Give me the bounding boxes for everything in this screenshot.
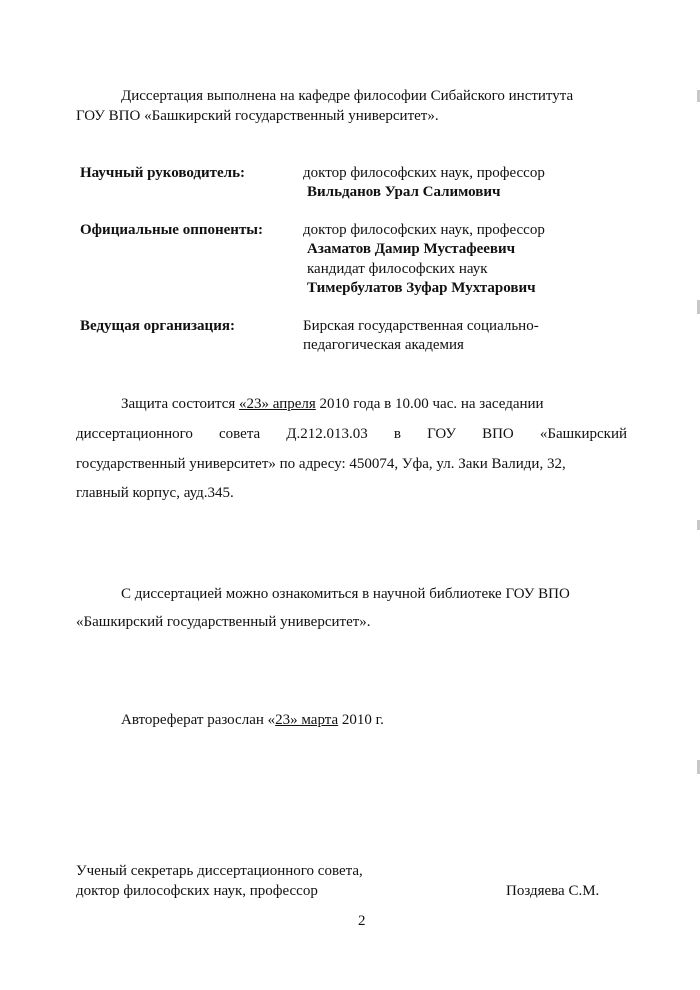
intro-line-1: Диссертация выполнена на кафедре философии Сибайского института bbox=[121, 88, 574, 104]
opponents-label: Официальные оппоненты: bbox=[80, 222, 264, 238]
opponent-1-name: Азаматов Дамир Мустафеевич bbox=[307, 241, 516, 257]
defense-line-4: главный корпус, ауд.345. bbox=[76, 485, 234, 501]
secretary-line-1: Ученый секретарь диссертационного совета, bbox=[76, 863, 363, 879]
lead-org-line-1: Бирская государственная социально- bbox=[303, 318, 539, 334]
defense-line-1 bbox=[121, 394, 544, 414]
sent-date: 23» марта bbox=[275, 712, 339, 728]
defense-text-pre: Защита состоится bbox=[121, 396, 240, 412]
sent-text-post: 2010 г. bbox=[338, 712, 384, 728]
lead-org-line-2: педагогическая академия bbox=[303, 337, 464, 353]
library-line-2: «Башкирский государственный университет». bbox=[76, 614, 371, 630]
secretary-name: Поздяева С.М. bbox=[506, 883, 600, 899]
opponent-2-title: кандидат философских наук bbox=[307, 261, 488, 277]
secretary-line-2: доктор философских наук, профессор bbox=[76, 883, 318, 899]
opponent-2-name: Тимербулатов Зуфар Мухтарович bbox=[307, 280, 536, 296]
supervisor-label: Научный руководитель: bbox=[80, 165, 245, 181]
sent-text-pre: Автореферат разослан « bbox=[121, 712, 276, 728]
defense-date: «23» апреля bbox=[239, 396, 316, 412]
defense-line-2: диссертационного совета Д.212.013.03 в ГОУ ВПО «Башкирский bbox=[76, 426, 627, 442]
library-line-1: С диссертацией можно ознакомиться в научной библиотеке ГОУ ВПО bbox=[121, 586, 570, 602]
supervisor-title: доктор философских наук, профессор bbox=[303, 165, 545, 181]
lead-org-label: Ведущая организация: bbox=[80, 318, 235, 334]
defense-line-3: государственный университет» по адресу: 450074, Уфа, ул. Заки Валиди, 32, bbox=[76, 456, 566, 472]
page-number: 2 bbox=[358, 913, 366, 929]
opponent-1-title: доктор философских наук, профессор bbox=[303, 222, 545, 238]
sent-line bbox=[121, 710, 384, 730]
intro-line-2: ГОУ ВПО «Башкирский государственный университет». bbox=[76, 108, 439, 124]
defense-text-post: 2010 года в 10.00 час. на заседании bbox=[315, 396, 544, 412]
supervisor-name: Вильданов Урал Салимович bbox=[307, 184, 501, 200]
